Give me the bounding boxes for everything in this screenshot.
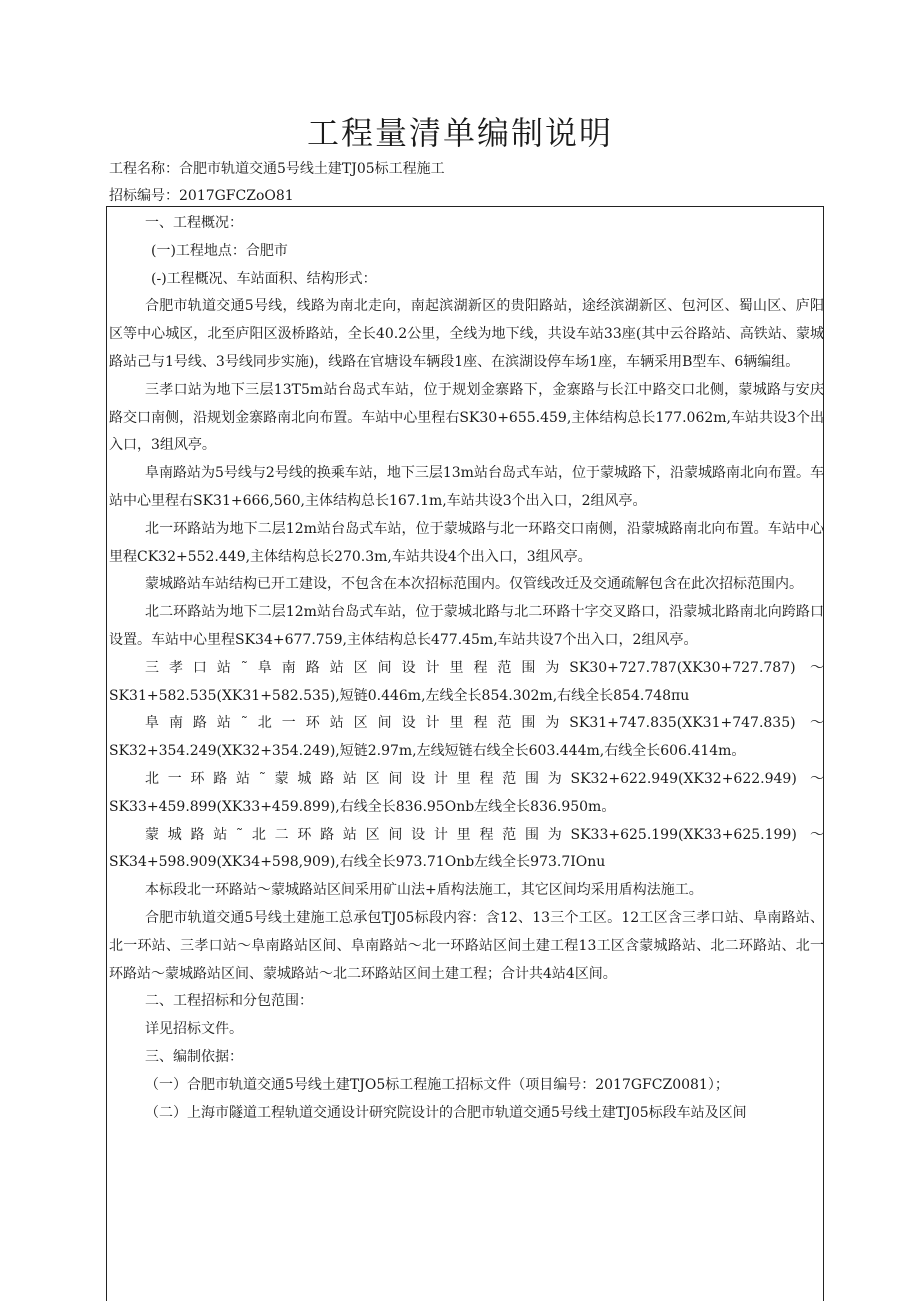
interval-2-line-1: 阜南路站˜北一环站区间设计里程范围为SK31+747.835(XK31+747.835) ～ [145, 715, 824, 732]
interval-1-line-1: 三孝口站˜阜南路站区间设计里程范围为SK30+727.787(XK30+727.787) ～ [145, 659, 824, 676]
paragraph-funan-station: 阜南路站为5号线与2号线的换乘车站，地下三层13m站台岛式车站，位于蒙城路下，沿蒙城路南北向布置。车站中心里程右SK31+666,560,主体结构总长167.1m,车站共设3个出入口，2组风亭。 [109, 465, 824, 509]
section-heading: 三、编制依据： [145, 1048, 243, 1065]
paragraph-line5-overview: 合肥市轨道交通5号线，线路为南北走向，南起滨湖新区的贵阳路站，途经滨湖新区、包河区、蜀山区、庐阳区等中心城区，北至庐阳区汲桥路站，全长40.2公里，全线为地下线，共设车站33座(其中云谷路站、高铁站、蒙城路站己与1号线、3号线同步实施)，线路在官塘设车辆段1座、在滨湖设停车场1座，车辆采用B型车、6辆编组。 [109, 298, 824, 370]
basis-item-1: （一）合肥市轨道交通5号线土建TJO5标工程施工招标文件（项目编号：2017GFCZ0081）； [145, 1076, 729, 1093]
paragraph-beiyihuan-station: 北一环路站为地下二层12m站台岛式车站，位于蒙城路与北一环路交口南侧，沿蒙城路南北向布置。车站中心里程CK32+552.449,主体结构总长270.3m,车站共设4个出入口，3组风亭。 [109, 520, 824, 565]
interval-4-line-2: SK34+598.909(XK34+598,909),右线全长973.71Onb左线全长973.7IOnu [109, 854, 606, 871]
paragraph-beierhuan-station: 北二环路站为地下二层12m站台岛式车站，位于蒙城北路与北二环路十字交叉路口，沿蒙城北路南北向跨路口设置。车站中心里程SK34+677.759,主体结构总长477.45m,车站共设7个出入口，2组风亭。 [109, 604, 824, 648]
paragraph-scope: 合肥市轨道交通5号线土建施工总承包TJ05标段内容：含12、13三个工区。12工区含三孝口站、阜南路站、北一环站、三孝口站～阜南路站区间、阜南路站～北一环路站区间土建工程13工区含蒙城路站、北二环路站、北一环路站～蒙城路站区间、蒙城路站～北二环路站区间土建工程；合计共4站4区间。 [109, 909, 824, 982]
paragraph-construction-method: 本标段北一环路站～蒙城路站区间采用矿山法+盾构法施工，其它区间均采用盾构法施工。 [145, 882, 703, 899]
interval-1-line-2: SK31+582.535(XK31+582.535),短链0.446m,左线全长854.302m,右线全长854.748πu [109, 687, 690, 704]
interval-4-line-1: 蒙城路站˜北二环路站区间设计里程范围为SK33+625.199(XK33+625.199) ～ [145, 826, 824, 843]
section-heading: 二、工程招标和分包范围： [145, 993, 313, 1010]
paragraph-sanxiaokou-station: 三孝口站为地下三层13T5m站台岛式车站，位于规划金寨路下，金寨路与长江中路交口北侧，蒙城路与安庆路交口南侧，沿规划金寨路南北向布置。车站中心里程右SK30+655.459,主体结构总长177.062m,车站共设3个出入口，3组风亭。 [109, 381, 824, 454]
basis-item-2: （二）上海市隧道工程轨道交通设计研究院设计的合肥市轨道交通5号线土建TJ05标段车站及区间 [145, 1104, 747, 1121]
interval-3-line-1: 北一环路站˜蒙城路站区间设计里程范围为SK32+622.949(XK32+622.949) ～ [145, 770, 824, 787]
interval-2-line-2: SK32+354.249(XK32+354.249),短链2.97m,左线短链右线全长603.444m,右线全长606.414m。 [109, 743, 746, 760]
paragraph-mengcheng-station: 蒙城路站车站结构已开工建设，不包含在本次招标范围内。仅管线改迁及交通疏解包含在此次招标范围内。 [145, 576, 803, 593]
subsection-heading: (-)工程概况、车站面积、结构形式： [151, 270, 377, 287]
page-title: 工程量清单编制说明 [306, 114, 613, 152]
subsection-heading: (一)工程地点：合肥市 [151, 242, 288, 259]
bid-number: 招标编号：2017GFCZoO81 [109, 188, 294, 204]
section-heading: 一、工程概况： [145, 215, 243, 231]
project-name: 工程名称：合肥市轨道交通5号线土建TJ05标工程施工 [109, 161, 445, 177]
section-text: 详见招标文件。 [145, 1021, 243, 1038]
document-body [109, 210, 824, 1127]
interval-3-line-2: SK33+459.899(XK33+459.899),右线全长836.95Onb左线全长836.950m。 [109, 798, 616, 815]
